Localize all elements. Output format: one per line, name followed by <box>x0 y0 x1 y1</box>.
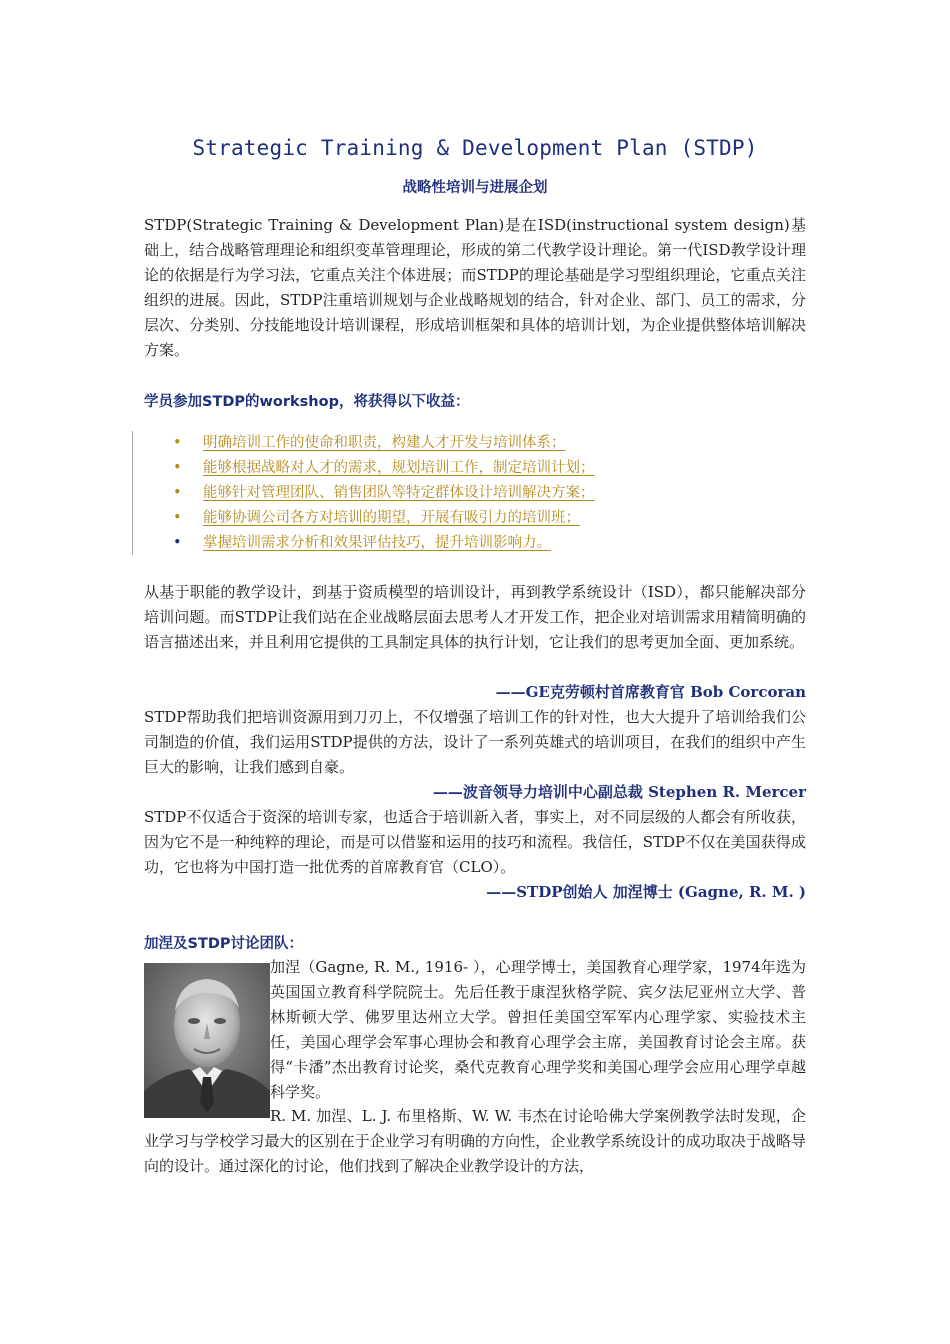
benefit-link[interactable]: 能够针对管理团队、销售团队等特定群体设计培训解决方案； <box>203 485 595 501</box>
benefit-link[interactable]: 能够协调公司各方对培训的期望，开展有吸引力的培训班； <box>203 510 580 526</box>
intro-paragraph: STDP(Strategic Training & Development Plan)是在ISD(instructional system design)基础上，结合战略管理理论和组织变革管理理论，形成的第二代教学设计理论。第一代ISD教学设计理论的依据是行为学习法，它重点关注个体进展；而STDP的理论基础是学习型组织理论，它重点关注组织的进展。因此，STDP注重培训规划与企业战略规划的结合，针对企业、部门、员工的需求，分层次、分类别、分技能地设计培训课程，形成培训框架和具体的培训计划，为企业提供整体培训解决方案。 <box>144 216 806 359</box>
benefit-link[interactable]: 能够根据战略对人才的需求，规划培训工作，制定培训计划； <box>203 460 595 476</box>
benefit-link[interactable]: 明确培训工作的使命和职责，构建人才开发与培训体系； <box>203 435 566 451</box>
benefit-item[interactable] <box>133 531 693 556</box>
bullet-icon: • <box>173 485 182 501</box>
bullet-icon: • <box>173 460 182 476</box>
quote-text: STDP不仅适合于资深的培训专家，也适合于培训新入者，事实上，对不同层级的人都会有所收获，因为它不是一种纯粹的理论，而是可以借鉴和运用的技巧和流程。我信任，STDP不仅在美国获得成功，它也将为中国打造一批优秀的首席教育官（CLO）。 <box>144 808 806 876</box>
research-paragraph: R. M. 加涅、L. J. 布里格斯、W. W. 韦杰在讨论哈佛大学案例教学法时发现，企业学习与学校学习最大的区别在于企业学习有明确的方向性，企业教学系统设计的成功取决于战略导向的设计。通过深化的讨论，他们找到了解决企业教学设计的方法， <box>144 1107 806 1175</box>
bullet-icon: • <box>173 535 182 551</box>
quote-text: STDP帮助我们把培训资源用到刀刃上，不仅增强了培训工作的针对性，也大大提升了培训给我们公司制造的价值，我们运用STDP提供的方法，设计了一系列英雄式的培训项目，在我们的组织中产生巨大的影响，让我们感到自豪。 <box>144 708 806 776</box>
page-title: Strategic Training & Development Plan (STDP) <box>192 136 758 160</box>
quote-attribution: ——STDP创始人 加涅博士 (Gagne, R. M. ) <box>486 883 806 901</box>
quote-attribution: ——波音领导力培训中心副总裁 Stephen R. Mercer <box>432 783 806 801</box>
benefit-link[interactable]: 掌握培训需求分析和效果评估技巧，提升培训影响力。 <box>203 535 551 551</box>
portrait-photo <box>144 963 270 1118</box>
benefits-list <box>132 431 693 555</box>
bio-paragraph: 加涅（Gagne, R. M., 1916- ），心理学博士，美国教育心理学家，1974年选为英国国立教育科学院院士。先后任教于康涅狄格学院、宾夕法尼亚州立大学、普林斯顿大学、佛罗里达州立大学。曾担任美国空军军内心理学家、实验技术主任，美国心理学会军事心理协会和教育心理学会主席，美国教育讨论会主席。获得“卡潘”杰出教育讨论奖，桑代克教育心理学奖和美国心理学会应用心理学卓越科学奖。 <box>270 958 806 1101</box>
quote-text: 从基于职能的教学设计，到基于资质模型的培训设计，再到教学系统设计（ISD），都只能解决部分培训问题。而STDP让我们站在企业战略层面去思考人才开发工作，把企业对培训需求用精简明确的语言描述出来，并且利用它提供的工具制定具体的执行计划，它让我们的思考更加全面、更加系统。 <box>144 583 806 651</box>
bullet-icon: • <box>173 435 182 451</box>
benefit-item[interactable] <box>133 506 693 531</box>
bullet-icon: • <box>173 510 182 526</box>
benefits-heading: 学员参加STDP的workshop，将获得以下收益： <box>144 394 470 410</box>
team-heading: 加涅及STDP讨论团队： <box>144 936 303 952</box>
benefit-item[interactable] <box>133 481 693 506</box>
quote-attribution: ——GE克劳顿村首席教育官 Bob Corcoran <box>495 683 806 701</box>
benefit-item[interactable] <box>133 431 693 456</box>
page-subtitle: 战略性培训与进展企划 <box>402 180 548 196</box>
benefit-item[interactable] <box>133 456 693 481</box>
